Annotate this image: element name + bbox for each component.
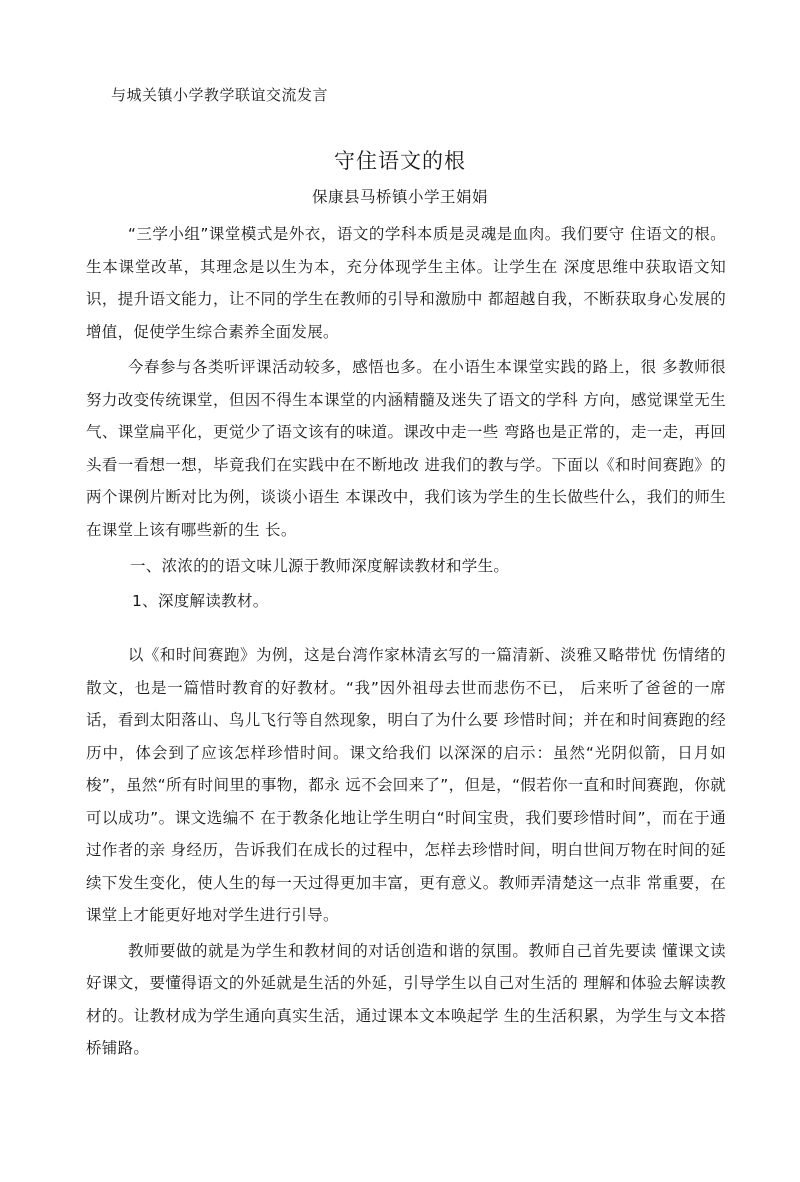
header-note: 与城关镇小学教学联谊交流发言 (111, 86, 329, 104)
paragraph-example: 以《和时间赛跑》为例，这是台湾作家林清玄写的一篇清新、淡雅又略带忧 伤情绪的散文，也是一篇惜时教育的好教材。“我”因外祖母去世而悲伤不已， 后来听了爸爸的一席话，看到太阳落山、鸟儿飞行等自然现象，明白了为什么要 珍惜时间；并在和时间赛跑的经历中，体会到了应该怎样珍惜时间。课文给我们 以深深的启示：虽然“光阴似箭，日月如梭”，虽然“所有时间里的事物，都永 远不会回来了”，但是，“假若你一直和时间赛跑，你就可以成功”。课文选编不 在于教条化地让学生明白“时间宝贵，我们要珍惜时间”，而在于通过作者的亲 身经历，告诉我们在成长的过程中，怎样去珍惜时间，明白世间万物在时间的延 续下发生变化，使人生的每一天过得更加丰富，更有意义。教师弄清楚这一点非 常重要，在课堂上才能更好地对学生进行引导。 (86, 646, 726, 924)
section-heading-1: 一、浓浓的的语文味儿源于教师深度解读教材和学生。 (130, 557, 510, 575)
paragraph-teacher-role: 教师要做的就是为学生和教材间的对话创造和谐的氛围。教师自己首先要读 懂课文读好课文，要懂得语文的外延就是生活的外延，引导学生以自己对生活的 理解和体验去解读教材的。让教材成为学生通向真实生活，通过课本文本唤起学 生的生活积累，为学生与文本搭桥铺路。 (86, 941, 726, 1057)
spacer (86, 617, 726, 639)
paragraph-reflection: 今春参与各类听评课活动较多，感悟也多。在小语生本课堂实践的路上，很 多教师很努力改变传统课堂，但因不得生本课堂的内涵精髓及迷失了语文的学科 方向，感觉课堂无生气、课堂扁平化，更觉少了语文该有的味道。课改中走一些 弯路也是正常的，走一走，再回头看一看想一想，毕竟我们在实践中在不断地改 进我们的教与学。下面以《和时间赛跑》的两个课例片断对比为例，谈谈小语生 本课改中，我们该为学生的生长做些什么，我们的师生在课堂上该有哪些新的生 长。 (86, 358, 726, 539)
subsection-heading-1: 1、深度解读教材。 (132, 591, 269, 610)
document-body (86, 218, 726, 1065)
page-title: 守住语文的根 (334, 149, 466, 173)
author-line: 保康县马桥镇小学王娟娟 (311, 188, 488, 206)
paragraph-intro: “三学小组”课堂模式是外衣，语文的学科本质是灵魂是血肉。我们要守 住语文的根。生本课堂改革，其理念是以生为本，充分体现学生主体。让学生在 深度思维中获取语文知识，提升语文能力，让不同的学生在教师的引导和激励中 都超越自我，不断获取身心发展的增值，促使学生综合素养全面发展。 (86, 225, 726, 341)
